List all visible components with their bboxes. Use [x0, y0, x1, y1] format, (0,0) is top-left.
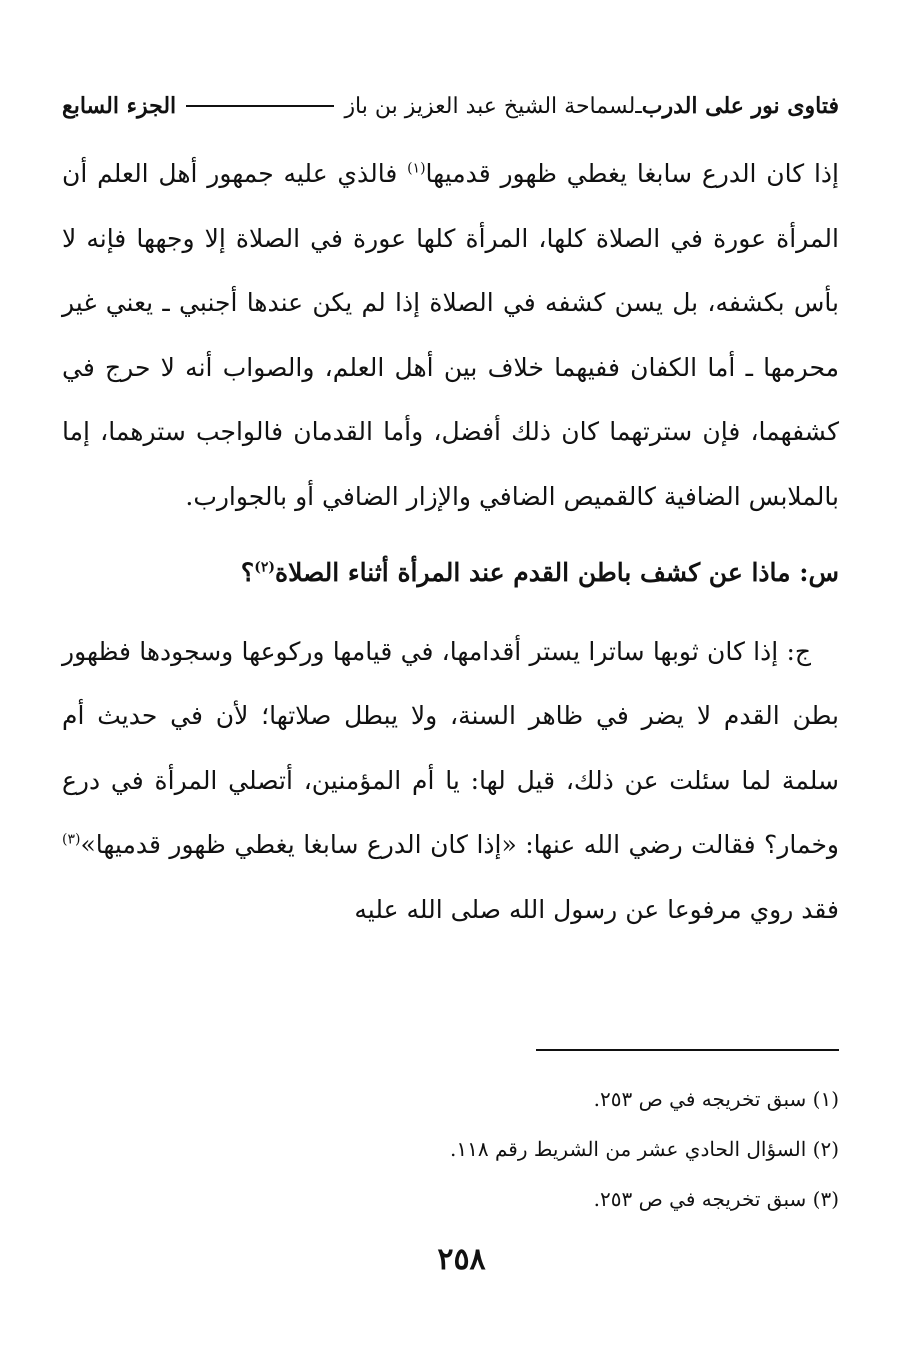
- footnote-marker-3: (٣): [62, 831, 81, 848]
- footnote-2: (٢) السؤال الحادي عشر من الشريط رقم ١١٨.: [450, 1137, 839, 1161]
- paragraph-continuation: [62, 142, 839, 529]
- footnote-marker-1: (١): [407, 160, 426, 177]
- footnote-1: (١) سبق تخريجه في ص ٢٥٣.: [593, 1087, 839, 1111]
- answer-text: ج: إذا كان ثوبها ساترا يستر أقدامها، في قيامها وركوعها وسجودها فظهور بطن القدم لا يضر في ظاهر السنة، ولا يبطل صلاتها؛ لأن في حديث أم سلمة لما سئلت عن ذلك، قيل لها: يا أم المؤمنين، أتصلي المرأة في درع وخمار؟ فقالت رضي الله عنها: «إذا كان الدرع سابغا يغطي ظهور قدميها»: [62, 636, 839, 859]
- volume-label: الجزء السابع: [62, 93, 177, 119]
- header-rule: [186, 105, 334, 107]
- answer-text: فقد روي مرفوعا عن رسول الله صلى الله عليه: [354, 894, 839, 924]
- question-mark: ؟: [240, 558, 255, 587]
- book-title: فتاوى نور على الدرب: [641, 93, 839, 119]
- question-heading: [62, 541, 839, 606]
- footnote-3: (٣) سبق تخريجه في ص ٢٥٣.: [593, 1187, 839, 1211]
- author-name: لسماحة الشيخ عبد العزيز بن باز: [344, 93, 636, 119]
- footnote-separator: [536, 1049, 839, 1051]
- answer-paragraph: [62, 620, 839, 943]
- main-text: [62, 142, 839, 942]
- running-header: [62, 86, 839, 126]
- footnote-marker-2: (٢): [254, 559, 275, 576]
- page-number: ٢٥٨: [437, 1242, 486, 1277]
- footnotes: [62, 1074, 839, 1224]
- paragraph-text: فالذي عليه جمهور أهل العلم أن المرأة عورة في الصلاة كلها، المرأة كلها عورة في الصلاة إلا وجهها فإنه لا بأس بكشفه، بل يسن كشفه في الصلاة إذا لم يكن عندها أجنبي ـ يعني غير محرمها ـ أما الكفان ففيهما خلاف بين أهل العلم، والصواب أنه لا حرج في كشفهما، فإن سترتهما كان ذلك أفضل، وأما القدمان فالواجب سترهما، إما بالملابس الضافية كالقميص الضافي والإزار الضافي أو بالجوارب.: [62, 159, 839, 511]
- question-text: س: ماذا عن كشف باطن القدم عند المرأة أثناء الصلاة: [274, 558, 839, 587]
- paragraph-text: إذا كان الدرع سابغا يغطي ظهور قدميها: [425, 159, 839, 188]
- header-separator: ـ: [635, 93, 642, 119]
